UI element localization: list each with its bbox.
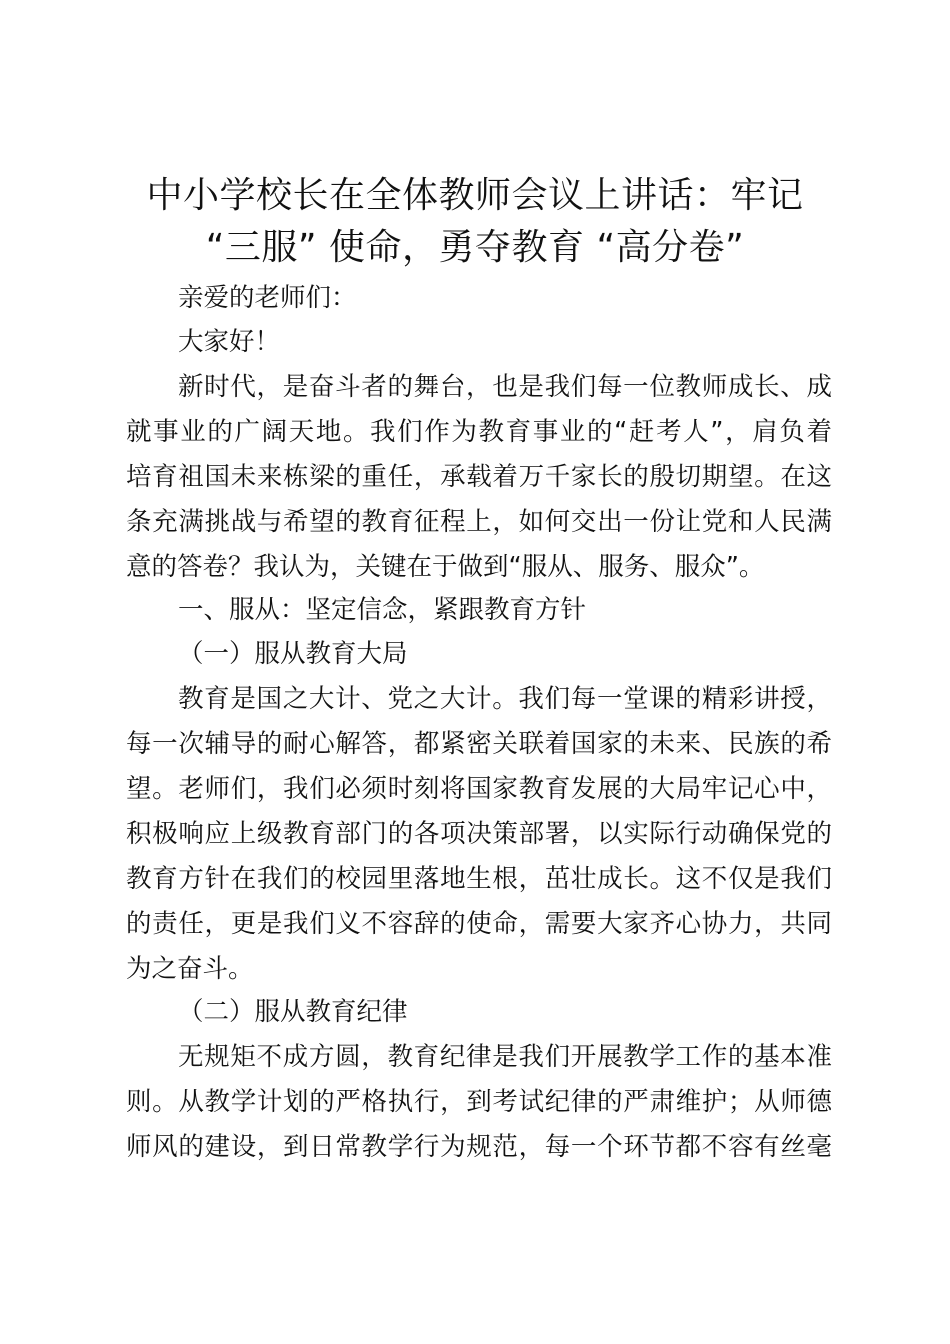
document-title-line-2: “三服” 使命，勇夺教育 “高分卷” [205,227,745,268]
paragraph-line: 每一次辅导的耐心解答，都紧密关联着国家的未来、民族的希 [126,729,832,759]
subsection-heading: （一）服从教育大局 [178,639,408,669]
greeting: 亲爱的老师们： [178,283,357,313]
paragraph-line: 无规矩不成方圆，教育纪律是我们开展教学工作的基本准 [178,1042,832,1072]
paragraph-line: 就事业的广阔天地。我们作为教育事业的“赶考人”，肩负着 [126,417,832,447]
paragraph-line: 的责任，更是我们义不容辞的使命，需要大家齐心协力，共同 [126,909,832,939]
paragraph-line: 师风的建设，到日常教学行为规范，每一个环节都不容有丝毫 [126,1132,832,1162]
paragraph-line: 望。老师们，我们必须时刻将国家教育发展的大局牢记心中， [126,774,832,804]
section-heading: 一、服从：坚定信念，紧跟教育方针 [178,595,587,625]
hello: 大家好！ [178,327,281,357]
paragraph-line: 为之奋斗。 [126,954,254,984]
paragraph-line: 教育方针在我们的校园里落地生根，茁壮成长。这不仅是我们 [126,864,832,894]
subsection-heading: （二）服从教育纪律 [178,997,408,1027]
paragraph-line: 积极响应上级教育部门的各项决策部署，以实际行动确保党的 [126,819,832,849]
paragraph-line: 新时代，是奋斗者的舞台，也是我们每一位教师成长、成 [178,372,832,402]
paragraph-line: 教育是国之大计、党之大计。我们每一堂课的精彩讲授， [178,684,832,714]
paragraph-line: 条充满挑战与希望的教育征程上，如何交出一份让党和人民满 [126,507,832,537]
paragraph-line: 则。从教学计划的严格执行，到考试纪律的严肃维护；从师德 [126,1087,832,1117]
paragraph-line: 意的答卷？我认为，关键在于做到“服从、服务、服众”。 [126,552,765,582]
document-title-line-1: 中小学校长在全体教师会议上讲话：牢记 [146,175,804,216]
paragraph-line: 培育祖国未来栋梁的重任，承载着万千家长的殷切期望。在这 [126,462,832,492]
